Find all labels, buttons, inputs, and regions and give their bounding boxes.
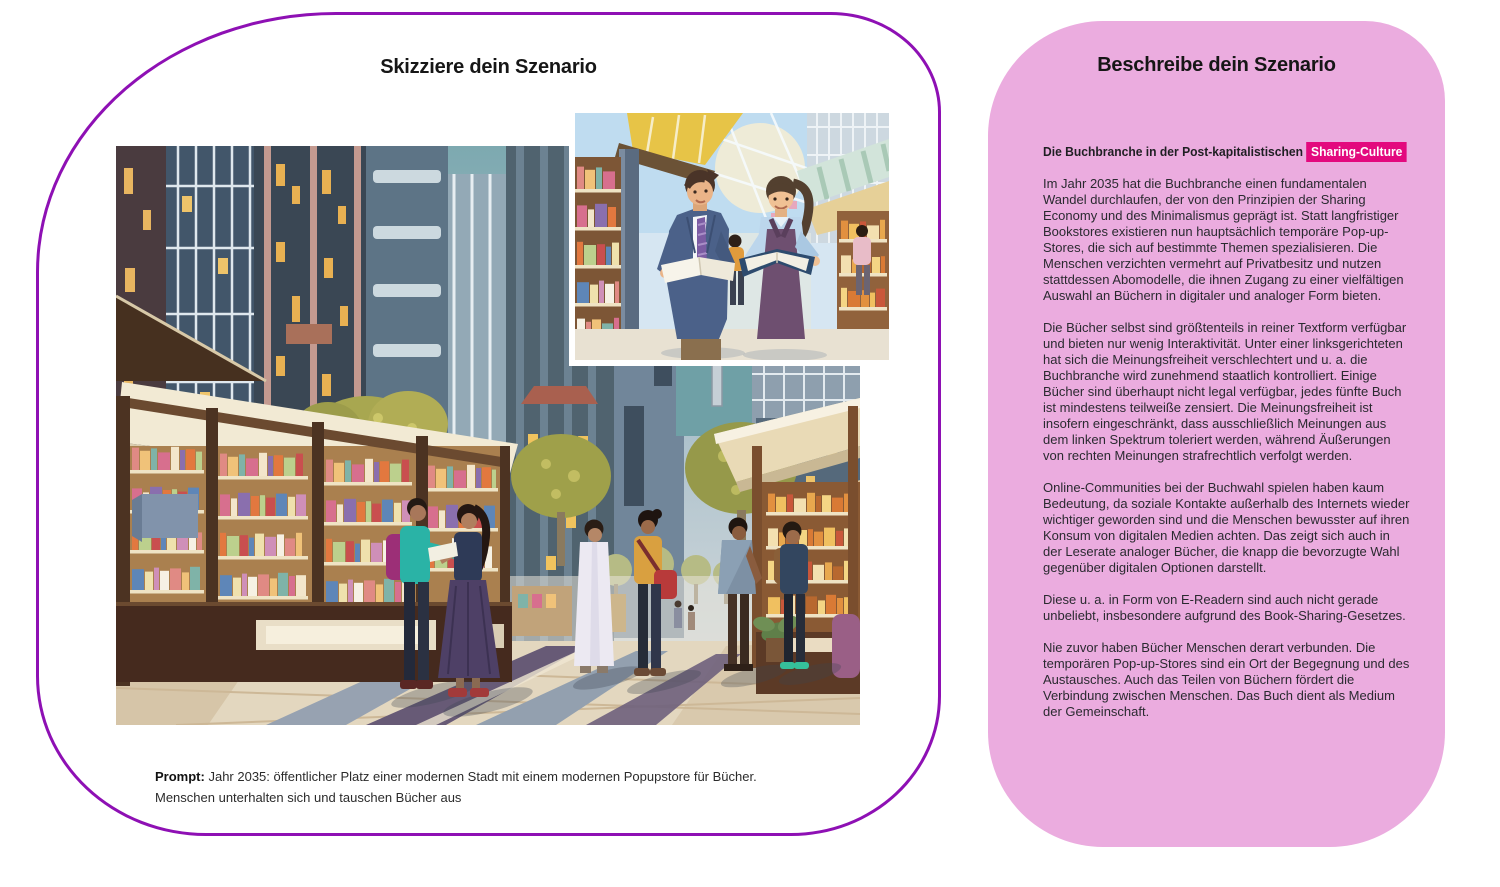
- describe-panel: [988, 21, 1445, 847]
- scenario-heading: [1043, 144, 1407, 159]
- prompt-label: Prompt:: [155, 769, 205, 784]
- scenario-text: [1043, 143, 1411, 736]
- scenario-paragraph: Online-Communities bei der Buchwahl spielen haben kaum Bedeutung, da soziale Kontakte außerhalb des Internets wieder wichtiger geworden sind und die Menschen bewusster auf ihren Konsum von digitalen Medien achten. Das zeigt sich auch in der Leserate analoger Bücher, die knapp die bevorzugte Wahl gegenüber digitalen Optionen darstellt.: [1043, 480, 1410, 575]
- bookstore-people-image: [569, 107, 895, 366]
- bookstore-scene: [575, 113, 889, 360]
- scenario-paragraph: Die Bücher selbst sind größtenteils in reiner Textform verfügbar und bieten nur wenig Interaktivität. Unter einer linksgerichteten hat sich die Meinungsfreiheit verschlechtert und u. a. die Buchbranche wird zunehmend staatlich kontrolliert. Einige Bücher sind überhaupt nicht legal verfügbar, jedes fünfte Buch ist mindestens teilweiße zensiert. Die Meinungsfreiheit ist insofern eingeschränkt, dass ausschließlich Meinungen aus dem linken Spektrum toleriert werden, während Äußerungen von rechten Meinungen strafrechtlich verfolgt werden.: [1043, 320, 1407, 463]
- scenario-paragraph: Nie zuvor haben Bücher Menschen derart verbunden. Die temporären Pop-up-Stores sind ein Ort der Begegnung und des Austausches. Auch das Teilen von Büchern fördert die Verbindung zwischen Menschen. Das Buch dient als Medium der Gemeinschaft.: [1043, 640, 1410, 719]
- person-white-robe: [574, 520, 614, 674]
- scenario-heading-highlight: Sharing-Culture: [1306, 142, 1407, 162]
- sketch-panel: [36, 12, 941, 836]
- prompt-text: Jahr 2035: öffentlicher Platz einer modernen Stadt mit einem modernen Popupstore für Bücher. Menschen unterhalten sich und tauschen Bücher aus: [155, 769, 757, 805]
- scenario-paragraph: Diese u. a. in Form von E-Readern sind auch nicht gerade unbeliebt, insbesondere aufgrund des Book-Sharing-Gesetzes.: [1043, 592, 1406, 623]
- image-prompt: [155, 766, 819, 808]
- describe-panel-title: Beschreibe dein Szenario: [1097, 54, 1336, 76]
- sketch-panel-title: Skizziere dein Szenario: [380, 56, 597, 78]
- scenario-heading-prefix: Die Buchbranche in der Post-kapitalistischen: [1043, 144, 1304, 159]
- scenario-paragraph: Im Jahr 2035 hat die Buchbranche einen fundamentalen Wandel durchlaufen, der von den Prinzipien der Sharing Economy und des Minimalismus geprägt ist. Statt langfristiger Bookstores existieren nun hauptsächlich temporäre Pop-up-Stores, die sich auf bestimmte Themen spezialisieren. Die Menschen verzichten vermehrt auf Privatbesitz und nutzen stattdessen Abomodelle, die ihnen Zugang zu einer vielfältigen Auswahl an Büchern in digitaler und analoger Form bieten.: [1043, 176, 1404, 303]
